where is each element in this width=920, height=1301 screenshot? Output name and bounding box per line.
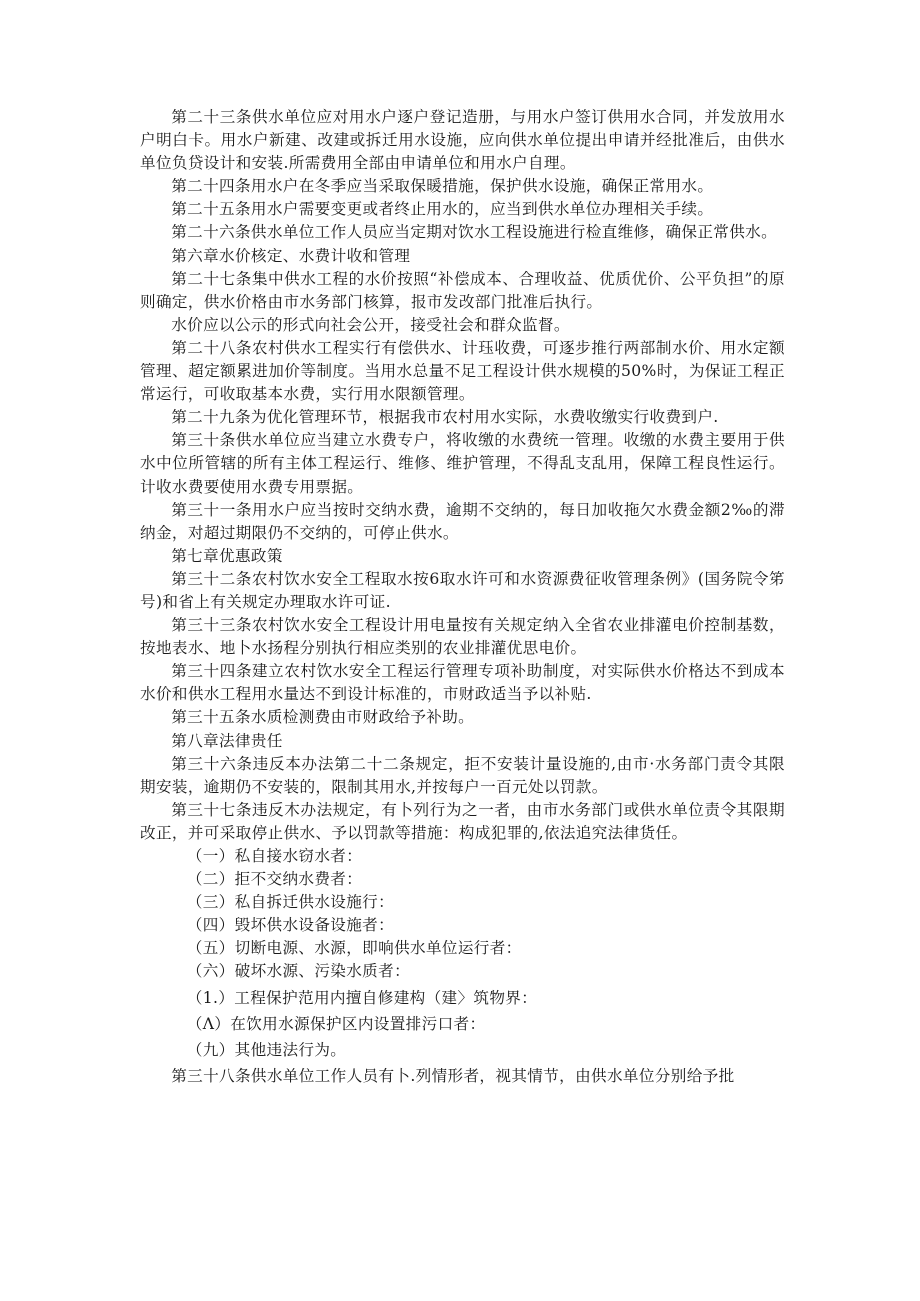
list-item: （五）切断电源、水源，即响供水单位运行者： [186, 939, 522, 958]
list-item: （三）私自拆迁供水设施行： [186, 893, 395, 912]
chapter-7-heading: 第七章优惠政策 [171, 546, 283, 565]
chapter-8-heading: 第八章法律贵任 [171, 731, 283, 750]
article-28: 第二十八条农村供水工程实行有偿供水、计珏收费，可逐步推行两部制水价、用水定额管理、超定额累进加价等制度。当用水总量不足工程设计供水规模的50%时，为保证工程正常运行，可收取基本水费，实行用水限额管理。 [140, 338, 785, 404]
article-33: 第三十三条农村饮水安全工程设计用电量按有关规定纳入全省农业排灌电价控制基数，按地表水、地卜水扬程分别执行相应类别的农业排灌优思电价。 [140, 616, 785, 658]
article-35: 第三十五条水质检测费由市财政给予补助。 [171, 708, 475, 727]
list-item: （四）毁坏供水设备设施者： [186, 916, 395, 935]
list-item: （九）其他违法行为。 [186, 1040, 347, 1059]
article-27-note: 水价应以公示的形式向社会公开，接受社会和群众监督。 [171, 315, 570, 334]
article-36: 第三十六条违反本办法第二十二条规定，拒不安装计量设施的,由市·水务部门责令其限期安装，逾期仍不安装的，限制其用水,并按每户一百元处以罚款。 [140, 754, 785, 796]
article-32: 第三十二条农村饮水安全工程取水按6取水许可和水资源费征收管理条例》(国务院令笫号)和省上有关规定办理取水许可证. [140, 569, 785, 611]
article-23: 第二十三条供水单位应对用水户逐户登记造册，与用水户签订供用水合同，并发放用水户明白卡。用水户新建、改建或拆迁用水设施，应向供水单位提出申请并经批准后，由供水单位负贷设计和安装.所需费用全部由申请单位和用水户自理。 [140, 108, 785, 173]
list-item: （一）私自接水窃水者： [186, 847, 363, 865]
list-item: （1.）工程保护范用内擅自修建构（建〉筑物界： [186, 988, 538, 1007]
article-25: 第二十五条用水户需要变更或者终止用水的，应当到供水单位办理相关手续。 [171, 200, 714, 219]
list-item: （六）破坏水源、污染水质者： [186, 962, 411, 981]
list-item: （二）拒不交纳水费者： [186, 870, 363, 889]
list-item: （Λ）在饮用水源保护区内设置排污口者： [186, 1014, 486, 1033]
chapter-6-heading: 第六章水价核定、水费计收和管理 [171, 246, 411, 265]
article-27: 第二十七条集中供水工程的水价按照“补偿成本、合理收益、优质优价、公平负担”的原则确定，供水价格由市水务部门核算，报市发改部门批准后执行。 [140, 269, 785, 311]
article-24: 第二十四条用水户在冬季应当采取保暖措施，保护供水设施，确保正常用水。 [171, 177, 714, 196]
document-body [140, 106, 785, 1088]
article-37: 第三十七条违反木办法规定，有卜列行为之一者，由市水务部门或供水单位责令其限期改正，并可采取停止供水、予以罚款等措施：构成犯罪的,依法追究法律货任。 [140, 800, 785, 842]
article-34: 第三十四条建立农村饮水安全工程运行管理专项补助制度，对实际供水价格达不到成本水价和供水工程用水量达不到设计标准的，市财政适当予以补贴. [140, 662, 785, 704]
article-26: 第二十六条供水单位工作人员应当定期对饮水工程设施进行检直维修，确保正常供水。 [171, 223, 778, 242]
article-29: 第二十九条为优化管理环节，根据我市农村用水实际，水费收缴实行收费到户. [171, 408, 719, 427]
article-38: 第三十八条供水单位工作人员有卜.列情形者，视其情节，由供水单位分别给予批 [171, 1066, 735, 1085]
article-30: 第三十条供水单位应当建立水费专户，将收缴的水费统一管理。收缴的水费主要用于供水中位所管辖的所有主体工程运行、维修、维护管理，不得乱支乱用，保障工程良性运行。计收水费要使用水费专用票据。 [140, 431, 785, 496]
article-31: 第三十一条用水户应当按时交纳水费，逾期不交纳的，每日加收拖欠水费金额2‰的滞纳金，对超过期限仍不交纳的，可停止供水。 [140, 500, 785, 542]
